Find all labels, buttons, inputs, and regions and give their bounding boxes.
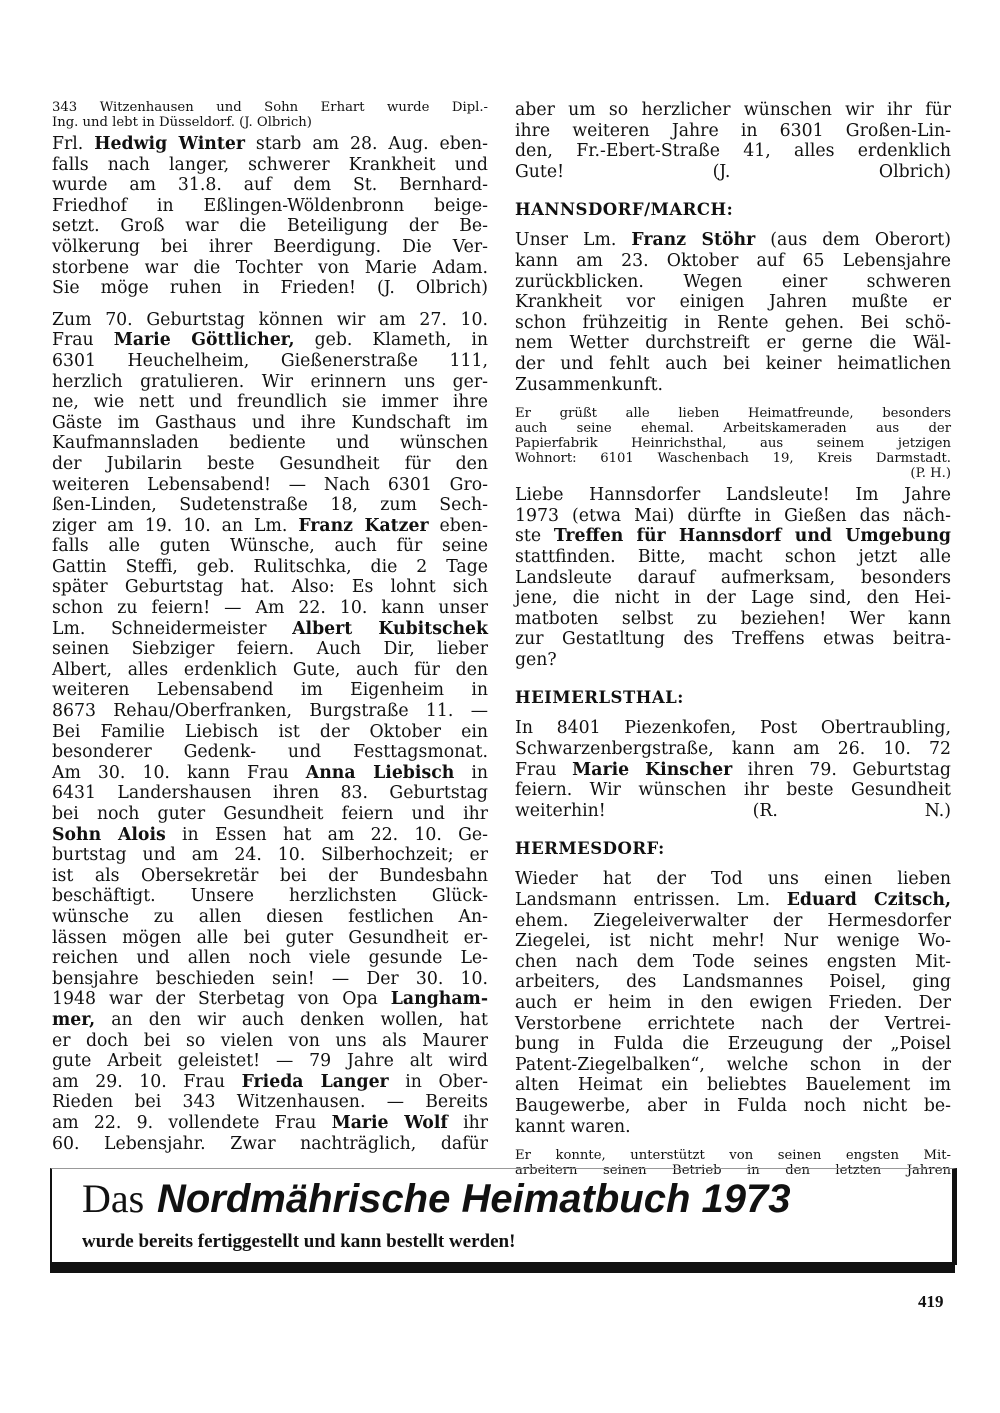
text-line <box>515 1014 951 1035</box>
text-line <box>52 598 488 619</box>
text-run: Baugewerbe, aber in Fulda noch nicht be- <box>515 1095 951 1116</box>
text-line <box>52 619 488 640</box>
bold-name: Hedwig Winter <box>94 134 245 154</box>
text-line <box>52 742 488 763</box>
text-run: falls alle guten Wünsche, auch für seine <box>52 536 488 557</box>
text-run: Gäste im Gasthaus und ihre Kundschaft im <box>52 412 488 433</box>
section-heading: HANNSDORF/MARCH: <box>515 200 734 220</box>
text-line <box>515 547 951 568</box>
text-line <box>52 433 488 454</box>
text-line <box>52 1113 488 1134</box>
advertisement-title <box>82 1175 791 1223</box>
text-line <box>515 436 951 451</box>
text-line <box>52 660 488 681</box>
text-run: Lm. Schneidermeister <box>52 618 293 639</box>
text-run: Patent-Ziegelbalken“, welche schon in der <box>515 1054 951 1075</box>
text-line <box>515 406 951 421</box>
text-line <box>52 216 488 237</box>
text-line <box>515 121 951 142</box>
text-run: matboten selbst zu beziehen! Wer kann <box>515 608 951 629</box>
text-run: Zusammenkunft. <box>515 374 664 395</box>
text-run: reichen und allen noch viele gesunde Le- <box>52 948 488 969</box>
text-line <box>52 701 488 722</box>
text-run: jene, die nicht in der Lage sind, den Hei- <box>515 588 951 609</box>
page-number: 419 <box>918 1292 944 1311</box>
text-line <box>515 1075 951 1096</box>
bold-name: Marie Kinscher <box>572 759 733 780</box>
text-line <box>52 783 488 804</box>
text-line <box>52 196 488 217</box>
text-line <box>52 115 488 130</box>
bold-name: Treffen für Hannsdorf und Umgebung <box>553 526 951 547</box>
text-line <box>515 313 951 334</box>
text-run: Er konnte, unterstützt von seinen engsten Mit- <box>515 1148 951 1164</box>
text-run: auch er heim in den ewigen Frieden. Der <box>515 993 951 1013</box>
text-line <box>52 516 488 537</box>
text-run: an den wir auch denken wollen, hat <box>95 1009 488 1030</box>
text-line <box>515 931 951 952</box>
text-line <box>515 718 951 739</box>
text-run: Gattin Steffi, geb. Rulitschka, die 2 Tage <box>52 556 488 577</box>
bold-name: Frieda Langer <box>241 1071 389 1092</box>
text-line <box>515 1096 951 1117</box>
bold-name: Franz Stöhr <box>631 230 756 251</box>
text-line <box>52 1051 488 1072</box>
text-run: Am 30. 10. kann Frau <box>52 762 306 783</box>
bold-name: Eduard Czitsch, <box>786 890 951 911</box>
text-run: Unser Lm. <box>515 230 632 251</box>
text-run: Krankheit vor einigen Jahren mußte er <box>515 292 951 313</box>
text-run: der Jubilarin beste Gesundheit für den <box>52 453 488 474</box>
text-line <box>52 557 488 578</box>
text-line <box>515 890 951 911</box>
bold-name: Albert Kubitschek <box>292 618 488 639</box>
paragraph <box>515 100 951 182</box>
text-line <box>515 588 951 609</box>
text-line <box>52 886 488 907</box>
text-line <box>52 1134 488 1155</box>
text-line <box>515 100 951 121</box>
text-run: bei noch guter Gesundheit feiern und ihr <box>52 804 488 824</box>
text-line <box>52 351 488 372</box>
text-run: kannt waren. <box>515 1116 631 1137</box>
text-line <box>52 258 488 279</box>
text-run: feiern. Wir wünschen ihr beste Gesundheit <box>515 780 951 801</box>
advertisement-box <box>50 1168 957 1265</box>
text-run: später Geburtstag hat. Also: Es lohnt sich <box>52 577 488 598</box>
text-line <box>515 993 951 1014</box>
text-run: am 22. 9. vollendete Frau <box>52 1112 332 1133</box>
text-line <box>515 162 951 183</box>
text-run: stattfinden. Bitte, macht schon jetzt alle <box>515 546 951 567</box>
text-line <box>515 506 951 527</box>
text-run: Er grüßt alle lieben Heimatfreunde, besonders <box>515 406 951 422</box>
text-line <box>52 639 488 660</box>
text-run: Kaufmannsladen bediente und wünschen <box>52 433 488 454</box>
text-line <box>515 526 951 547</box>
text-line <box>52 1031 488 1052</box>
text-line <box>515 251 951 272</box>
text-run: lässen mögen alle bei guter Gesundheit er- <box>52 927 488 948</box>
text-run: ßen-Linden, Sudetenstraße 18, zum Sech- <box>52 495 488 516</box>
text-line <box>515 629 951 650</box>
bold-name: Marie Göttlicher, <box>113 330 295 351</box>
text-run: Zum 70. Geburtstag können wir am 27. 10. <box>52 309 488 330</box>
text-run: am 29. 10. Frau <box>52 1071 242 1092</box>
text-run: Wohnort: 6101 Waschenbach 19, Kreis Darmstadt. <box>515 451 951 467</box>
text-line <box>52 928 488 949</box>
text-line <box>52 989 488 1010</box>
text-run: besonderer Gedenk- und Festtagsmonat. <box>52 742 488 763</box>
paragraph <box>515 230 951 395</box>
text-run: schon frühzeitig in Rente gehen. Bei schö- <box>515 312 951 333</box>
text-run: Verstorbene errichtete nach der Vertrei- <box>515 1013 951 1034</box>
text-line <box>515 1117 951 1138</box>
paragraph <box>515 718 951 821</box>
text-line <box>515 272 951 293</box>
text-run: ziger am 19. 10. an Lm. <box>52 515 299 536</box>
text-line <box>515 739 951 760</box>
text-line <box>515 1034 951 1055</box>
text-run: bensjahre beschieden sein! — Der 30. 10. <box>52 968 488 989</box>
text-run: Frau <box>52 330 114 351</box>
text-run: in <box>454 762 488 783</box>
text-line <box>515 869 951 890</box>
text-run: Sie möge ruhen in Frieden! (J. Olbrich) <box>52 278 488 299</box>
text-run: Rieden bei 343 Witzenhausen. — Bereits <box>52 1092 488 1113</box>
text-run: er doch bei so vielen von uns als Maurer <box>52 1030 488 1051</box>
text-run: zurückblicken. Wegen einer schweren <box>515 271 951 292</box>
text-line <box>52 969 488 990</box>
text-run: burtstag und am 24. 10. Silberhochzeit; er <box>52 845 488 866</box>
text-run: der und fehlt auch bei keiner heimatlichen <box>515 353 951 374</box>
right-column <box>515 100 951 1182</box>
text-line <box>515 141 951 162</box>
text-run: herzlich gratulieren. Wir erinnern uns ger- <box>52 371 488 392</box>
advertisement-title-prefix: Das <box>82 1176 145 1221</box>
text-run: ist als Obersekretär bei der Bundesbahn <box>52 865 488 886</box>
text-line <box>515 568 951 589</box>
text-run: nem Wetter durchstreift er gerne die Wäl- <box>515 333 951 354</box>
text-run: Friedhof in Eßlingen-Wöldenbronn beige- <box>52 195 488 216</box>
text-run: gen? <box>515 649 557 670</box>
text-line <box>52 155 488 176</box>
text-line <box>515 230 951 251</box>
text-line <box>52 825 488 846</box>
text-run: ehem. Ziegeleiverwalter der Hermesdorfer <box>515 910 951 931</box>
text-run: Frl. <box>52 134 95 154</box>
text-run: Papierfabrik Heinrichsthal, aus seinem jetzigen <box>515 436 951 452</box>
text-run: (P. H.) <box>910 466 951 482</box>
text-line <box>52 1092 488 1113</box>
text-run: eben- <box>428 515 488 536</box>
text-run: (aus dem Oberort) <box>755 230 951 251</box>
text-run: aber um so herzlicher wünschen wir ihr für <box>515 100 951 120</box>
text-run: wünsche zu allen diesen festlichen An- <box>52 906 488 927</box>
text-line <box>515 609 951 630</box>
text-run: schon zu feiern! — Am 22. 10. kann unser <box>52 598 488 619</box>
text-line <box>52 680 488 701</box>
text-run: 8673 Rehau/Oberfranken, Burgstraße 11. — <box>52 701 488 722</box>
text-run: geb. Klameth, in <box>294 330 489 351</box>
text-line <box>52 175 488 196</box>
text-run: in Ober- <box>388 1071 488 1092</box>
text-line <box>515 354 951 375</box>
text-line <box>515 1055 951 1076</box>
text-run: 343 Witzenhausen und Sohn Erhart wurde Dipl.- <box>52 100 488 115</box>
text-run: ihren 79. Geburtstag <box>732 759 951 780</box>
text-run: 1973 (etwa Mai) dürfte in Gießen das näch- <box>515 505 951 526</box>
text-line <box>515 972 951 993</box>
text-run: starb am 28. Aug. eben- <box>244 134 489 154</box>
text-run: chen nach dem Tode seines engsten Mit- <box>515 951 951 972</box>
text-run: Schwarzenbergstraße, kann am 26. 10. 72 <box>515 739 951 760</box>
small-print-paragraph <box>515 406 951 481</box>
text-run: gute Arbeit geleistet! — 79 Jahre alt wird <box>52 1051 488 1072</box>
text-line <box>52 330 488 351</box>
text-run: Gute! (J. Olbrich) <box>515 161 951 182</box>
text-run: völkerung bei ihrer Beerdigung. Die Ver- <box>52 236 488 257</box>
text-run: Bei Familie Liebisch ist der Oktober ein <box>52 721 488 742</box>
bold-name: Langham- <box>390 989 488 1010</box>
text-run: ne, wie nett und freundlich sie immer ihre <box>52 392 488 413</box>
text-line <box>515 292 951 313</box>
text-line <box>52 948 488 969</box>
text-run: In 8401 Piezenkofen, Post Obertraubling, <box>515 718 951 739</box>
text-line <box>52 804 488 825</box>
text-line <box>52 495 488 516</box>
paragraph <box>515 869 951 1137</box>
text-run: weiterhin! (R. N.) <box>515 800 951 821</box>
text-line <box>52 1010 488 1031</box>
text-line <box>515 760 951 781</box>
text-run: Ing. und lebt in Düsseldorf. (J. Olbrich) <box>52 115 312 130</box>
text-run: setzt. Groß war die Beteiligung der Be- <box>52 216 488 237</box>
text-line <box>515 780 951 801</box>
text-run: Albert, alles erdenklich Gute, auch für den <box>52 659 488 680</box>
advertisement-subtitle: wurde bereits fertiggestellt und kann bestellt werden! <box>82 1231 516 1252</box>
text-line <box>52 763 488 784</box>
advertisement-bottom-rule <box>50 1262 955 1273</box>
bold-name: Marie Wolf <box>331 1112 448 1133</box>
text-run: kann am 23. Oktober auf 65 Lebensjahre <box>515 250 951 271</box>
text-line <box>52 237 488 258</box>
text-line <box>515 485 951 506</box>
text-run: in Essen hat am 22. 10. Ge- <box>165 824 488 845</box>
text-line <box>52 372 488 393</box>
bold-name: Franz Katzer <box>298 515 429 536</box>
text-line <box>52 278 488 299</box>
text-line <box>52 100 488 115</box>
text-run: Frau <box>515 759 573 780</box>
text-run: alten Heimat ein beliebtes Bauelement im <box>515 1075 951 1096</box>
text-line <box>515 952 951 973</box>
text-line <box>52 413 488 434</box>
bold-name: mer, <box>52 1009 96 1030</box>
text-run: weiteren Lebensabend! — Nach 6301 Gro- <box>52 474 488 495</box>
text-run: wurde am 31.8. auf dem St. Bernhard- <box>52 175 488 196</box>
text-run: storbene war die Tochter von Marie Adam. <box>52 257 488 278</box>
text-run: Wieder hat der Tod uns einen lieben <box>515 869 951 890</box>
text-line <box>52 134 488 155</box>
text-line <box>515 801 951 822</box>
text-run: 1948 war der Sterbetag von Opa <box>52 989 391 1010</box>
text-line <box>52 577 488 598</box>
text-line <box>515 911 951 932</box>
text-run: Landsmann entrissen. Lm. <box>515 890 787 911</box>
text-line <box>515 1148 951 1163</box>
text-run: zur Gestatltung des Treffens etwas beitra- <box>515 629 951 650</box>
text-run: 60. Lebensjahr. Zwar nachträglich, dafür <box>52 1133 488 1154</box>
text-run: seinen Siebziger feiern. Auch Dir, lieber <box>52 639 488 660</box>
advertisement-title-main: Nordmährische Heimatbuch 1973 <box>156 1177 791 1221</box>
text-run: ihr <box>447 1112 488 1133</box>
text-run: ihre weiteren Jahre in 6301 Großen-Lin- <box>515 120 951 141</box>
text-run: weiteren Lebensabend im Eigenheim in <box>52 680 488 701</box>
text-run: den, Fr.-Ebert-Straße 41, alles erdenklich <box>515 141 951 162</box>
paragraph <box>52 310 488 1154</box>
text-line <box>515 375 951 396</box>
text-line <box>52 475 488 496</box>
text-line <box>52 722 488 743</box>
text-line <box>515 466 951 481</box>
text-run: falls nach langer, schwerer Krankheit und <box>52 154 488 175</box>
text-line <box>515 421 951 436</box>
text-line <box>515 451 951 466</box>
text-line <box>515 333 951 354</box>
paragraph <box>515 485 951 670</box>
text-line <box>52 1072 488 1093</box>
section-heading: HEIMERLSTHAL: <box>515 688 684 708</box>
text-line <box>52 907 488 928</box>
small-print-paragraph <box>52 100 488 130</box>
text-line <box>52 310 488 331</box>
text-run: beschäftigt. Unsere herzlichsten Glück- <box>52 886 488 907</box>
text-run: 6301 Heuchelheim, Gießenerstraße 111, <box>52 350 488 371</box>
bold-name: Anna Liebisch <box>305 762 455 783</box>
text-run: 6431 Landershausen ihren 83. Geburtstag <box>52 783 488 804</box>
paragraph <box>52 134 488 299</box>
text-run: Landsleute darauf aufmerksam, besonders <box>515 567 951 588</box>
text-line <box>52 845 488 866</box>
bold-name: Sohn Alois <box>52 824 166 845</box>
text-line <box>515 650 951 671</box>
section-heading: HERMESDORF: <box>515 839 665 859</box>
text-run: Liebe Hannsdorfer Landsleute! Im Jahre <box>515 485 951 506</box>
text-run: arbeiters, des Landsmannes Poisel, ging <box>515 972 951 993</box>
left-column <box>52 100 488 1165</box>
text-run: ste <box>515 526 554 547</box>
text-line <box>52 536 488 557</box>
text-line <box>52 454 488 475</box>
text-line <box>52 392 488 413</box>
text-run: Ziegelei, ist nicht mehr! Nur wenige Wo- <box>515 931 951 952</box>
text-run: auch seine ehemal. Arbeitskameraden aus der <box>515 421 951 437</box>
text-run: bung in Fulda die Erzeugung der „Poisel <box>515 1034 951 1055</box>
text-line <box>52 866 488 887</box>
text-run: arbeitern seinen Betrieb in den letzten Jahren <box>515 1163 951 1179</box>
